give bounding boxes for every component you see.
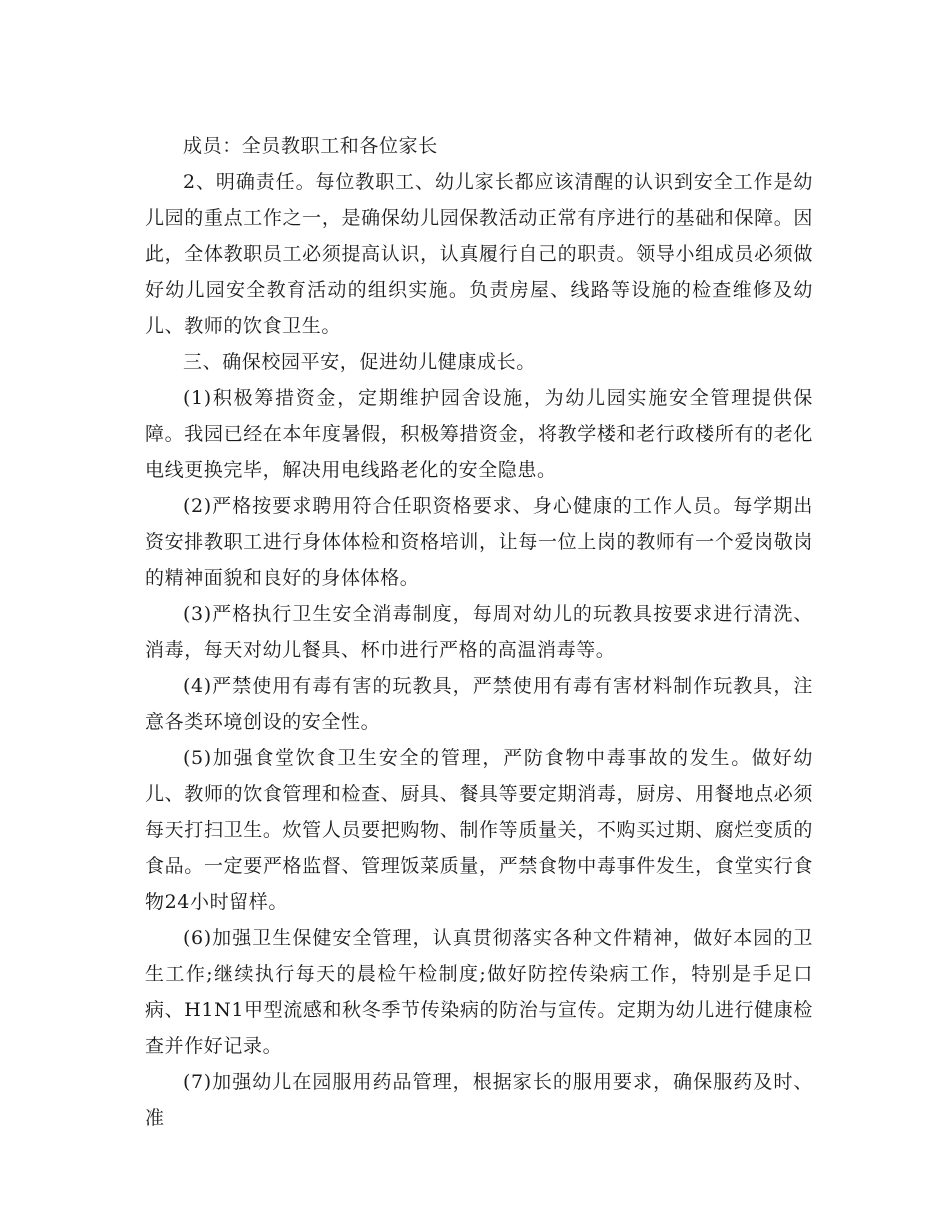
paragraph-members: 成员：全员教职工和各位家长 [183,135,438,157]
paragraph-item-5: (5)加强食堂饮食卫生安全的管理，严防食物中毒事故的发生。做好幼儿、教师的饮食管理和检查、厨具、餐具等要定期消毒，厨房、用餐地点必须每天打扫卫生。炊管人员要把购物、制作等质量关，不购买过期、腐烂变质的食品。一定要严格监督、管理饭菜质量，严禁食物中毒事件发生，食堂实行食物24小时留样。 [145,747,813,913]
paragraph-item-4: (4)严禁使用有毒有害的玩教具，严禁使用有毒有害材料制作玩教具，注意各类环境创设的安全性。 [145,675,813,733]
paragraph-item-1: (1)积极筹措资金，定期维护园舍设施，为幼儿园实施安全管理提供保障。我园已经在本年度暑假，积极筹措资金，将教学楼和老行政楼所有的老化电线更换完毕，解决用电线路老化的安全隐患。 [145,387,813,481]
paragraph-item-6: (6)加强卫生保健安全管理，认真贯彻落实各种文件精神，做好本园的卫生工作;继续执行每天的晨检午检制度;做好防控传染病工作，特别是手足口病、H1N1甲型流感和秋冬季节传染病的防治与宣传。定期为幼儿进行健康检查并作好记录。 [145,927,813,1057]
paragraph-item-2: (2)严格按要求聘用符合任职资格要求、身心健康的工作人员。每学期出资安排教职工进行身体体检和资格培训，让每一位上岗的教师有一个爱岗敬岗的精神面貌和良好的身体体格。 [145,495,813,589]
paragraph-responsibility: 2、明确责任。每位教职工、幼儿家长都应该清醒的认识到安全工作是幼儿园的重点工作之一，是确保幼儿园保教活动正常有序进行的基础和保障。因此，全体教职员工必须提高认识，认真履行自己的职责。领导小组成员必须做好幼儿园安全教育活动的组织实施。负责房屋、线路等设施的检查维修及幼儿、教师的饮食卫生。 [145,171,813,337]
paragraph-item-3: (3)严格执行卫生安全消毒制度，每周对幼儿的玩教具按要求进行清洗、消毒，每天对幼儿餐具、杯巾进行严格的高温消毒等。 [145,603,813,661]
paragraph-item-7: (7)加强幼儿在园服用药品管理，根据家长的服用要求，确保服药及时、准 [145,1071,813,1129]
section-heading-campus-safety: 三、确保校园平安，促进幼儿健康成长。 [183,351,536,373]
document-body [145,128,813,1136]
